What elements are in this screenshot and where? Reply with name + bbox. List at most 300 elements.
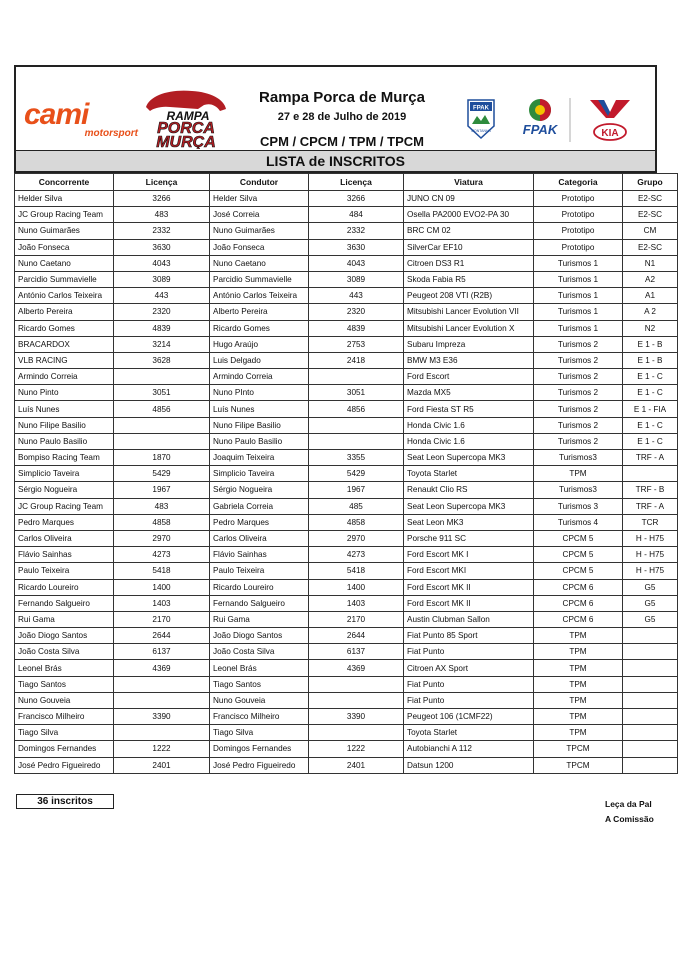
cell-viatura: Skoda Fabia R5 (404, 271, 534, 287)
table-row (15, 709, 678, 725)
cell-licenca-concorrente: 4273 (114, 547, 210, 563)
cell-concorrente: Nuno Filipe Basilio (15, 417, 114, 433)
cell-licenca-concorrente: 2332 (114, 223, 210, 239)
cell-licenca-condutor: 4043 (309, 255, 404, 271)
cell-licenca-concorrente: 3266 (114, 191, 210, 207)
cell-viatura: Mitsubishi Lancer Evolution VII (404, 304, 534, 320)
cell-licenca-concorrente (114, 725, 210, 741)
cell-concorrente: Paulo Teixeira (15, 563, 114, 579)
cell-viatura: Porsche 911 SC (404, 530, 534, 546)
cell-condutor: Joaquim Teixeira (210, 450, 309, 466)
table-row (15, 514, 678, 530)
cell-licenca-condutor: 485 (309, 498, 404, 514)
cell-categoria: TPM (534, 676, 623, 692)
cell-condutor: Pedro Marques (210, 514, 309, 530)
fpak-logo-label: FPAK (522, 122, 558, 137)
cell-viatura: Peugeot 106 (1CMF22) (404, 709, 534, 725)
cell-licenca-concorrente: 483 (114, 498, 210, 514)
cell-licenca-concorrente: 3089 (114, 271, 210, 287)
cell-grupo: E 1 - B (623, 336, 678, 352)
sponsor-logos (464, 96, 656, 144)
table-row (15, 530, 678, 546)
cell-licenca-condutor: 4273 (309, 547, 404, 563)
cell-concorrente: Simplicio Taveira (15, 466, 114, 482)
cell-concorrente: Nuno Caetano (15, 255, 114, 271)
cell-condutor: Gabriela Correia (210, 498, 309, 514)
cell-licenca-concorrente: 1403 (114, 595, 210, 611)
table-row (15, 611, 678, 627)
table-row (15, 369, 678, 385)
cell-concorrente: Nuno Pinto (15, 385, 114, 401)
cell-licenca-concorrente: 2170 (114, 611, 210, 627)
cell-viatura: Ford Escort MK II (404, 595, 534, 611)
event-titles (226, 89, 458, 150)
cell-licenca-condutor: 5418 (309, 563, 404, 579)
cell-viatura: SilverCar EF10 (404, 239, 534, 255)
cell-licenca-condutor: 484 (309, 207, 404, 223)
montanha-label: MONTANHA (471, 129, 491, 133)
column-header-categoria: Categoria (534, 174, 623, 191)
cell-grupo: E 1 - B (623, 352, 678, 368)
table-row (15, 644, 678, 660)
cell-licenca-condutor: 2170 (309, 611, 404, 627)
cell-grupo (623, 466, 678, 482)
cell-concorrente: Carlos Oliveira (15, 530, 114, 546)
cell-grupo: H - H75 (623, 530, 678, 546)
cell-licenca-concorrente: 3630 (114, 239, 210, 255)
cell-condutor: Parcidio Summavielle (210, 271, 309, 287)
cell-licenca-concorrente (114, 369, 210, 385)
cell-condutor: Flávio Sainhas (210, 547, 309, 563)
list-title-band: LISTA de INSCRITOS (14, 150, 657, 173)
cell-categoria: Turismos 4 (534, 514, 623, 530)
cell-concorrente: Nuno Paulo Basilio (15, 433, 114, 449)
table-row (15, 320, 678, 336)
fpak-shield-label: FPAK (473, 105, 489, 112)
cell-categoria: Turismos 1 (534, 304, 623, 320)
table-row (15, 385, 678, 401)
entry-list-table (14, 173, 678, 774)
table-row (15, 304, 678, 320)
cell-condutor: Tiago Silva (210, 725, 309, 741)
cell-viatura: Fiat Punto 85 Sport (404, 628, 534, 644)
table-row (15, 498, 678, 514)
cell-categoria: TPM (534, 644, 623, 660)
cell-viatura: Ford Fiesta ST R5 (404, 401, 534, 417)
cell-categoria: CPCM 6 (534, 595, 623, 611)
table-row (15, 692, 678, 708)
entries-count: 36 inscritos (16, 794, 114, 809)
cell-viatura: Ford Escort MK II (404, 579, 534, 595)
cell-licenca-concorrente (114, 676, 210, 692)
cell-licenca-condutor: 2320 (309, 304, 404, 320)
cell-condutor: Domingos Fernandes (210, 741, 309, 757)
cell-viatura: Toyota Starlet (404, 725, 534, 741)
cell-licenca-concorrente (114, 433, 210, 449)
cell-viatura: Ford Escort MKI (404, 563, 534, 579)
cell-viatura: Citroen DS3 R1 (404, 255, 534, 271)
cell-viatura: Mitsubishi Lancer Evolution X (404, 320, 534, 336)
rampa-logo-line-1: RAMPA (166, 109, 210, 123)
cell-concorrente: Bompiso Racing Team (15, 450, 114, 466)
cell-categoria: TPM (534, 660, 623, 676)
cell-viatura: Ford Escort (404, 369, 534, 385)
cell-licenca-concorrente: 2320 (114, 304, 210, 320)
cell-viatura: BMW M3 E36 (404, 352, 534, 368)
table-row (15, 288, 678, 304)
cell-grupo: A 2 (623, 304, 678, 320)
cell-licenca-concorrente: 1967 (114, 482, 210, 498)
rampa-logo-line-2: PORCA (157, 120, 215, 137)
cell-concorrente: JC Group Racing Team (15, 498, 114, 514)
cell-viatura: Renaukt Clio RS (404, 482, 534, 498)
kia-logo-label: KIA (601, 128, 619, 139)
cell-grupo: H - H75 (623, 547, 678, 563)
table-row (15, 482, 678, 498)
cell-concorrente: BRACARDOX (15, 336, 114, 352)
cell-licenca-concorrente: 5418 (114, 563, 210, 579)
column-header-grupo: Grupo (623, 174, 678, 191)
cell-condutor: Alberto Pereira (210, 304, 309, 320)
cell-condutor: João Costa Silva (210, 644, 309, 660)
kia-logo-icon (594, 124, 626, 140)
cell-licenca-concorrente: 2401 (114, 757, 210, 773)
table-row (15, 676, 678, 692)
table-header-row (15, 174, 678, 191)
cell-grupo: E 1 - C (623, 417, 678, 433)
cell-grupo: TRF - A (623, 498, 678, 514)
cell-categoria: CPCM 5 (534, 530, 623, 546)
cell-condutor: Nuno Gouveia (210, 692, 309, 708)
cell-licenca-condutor: 1403 (309, 595, 404, 611)
cell-concorrente: José Pedro Figueiredo (15, 757, 114, 773)
cell-condutor: Rui Gama (210, 611, 309, 627)
table-row (15, 352, 678, 368)
cell-categoria: Turismos 2 (534, 401, 623, 417)
cell-licenca-condutor (309, 725, 404, 741)
cell-concorrente: Rui Gama (15, 611, 114, 627)
table-row (15, 741, 678, 757)
cell-categoria: CPCM 6 (534, 579, 623, 595)
cell-concorrente: João Diogo Santos (15, 628, 114, 644)
cell-licenca-concorrente: 3214 (114, 336, 210, 352)
cell-licenca-concorrente: 1870 (114, 450, 210, 466)
cell-concorrente: Fernando Salgueiro (15, 595, 114, 611)
table-row (15, 207, 678, 223)
table-row (15, 757, 678, 773)
cell-licenca-concorrente: 4856 (114, 401, 210, 417)
cell-licenca-concorrente: 3051 (114, 385, 210, 401)
table-row (15, 417, 678, 433)
cell-licenca-condutor: 2644 (309, 628, 404, 644)
table-row (15, 725, 678, 741)
cell-viatura: Honda Civic 1.6 (404, 417, 534, 433)
cell-concorrente: Parcidio Summavielle (15, 271, 114, 287)
cell-grupo: G5 (623, 595, 678, 611)
cell-categoria: Turismos 2 (534, 369, 623, 385)
cell-licenca-concorrente: 4043 (114, 255, 210, 271)
cell-licenca-condutor: 3051 (309, 385, 404, 401)
cell-licenca-condutor: 2418 (309, 352, 404, 368)
table-row (15, 401, 678, 417)
fpak-montanha-shield-icon (468, 100, 494, 138)
cell-viatura: Fiat Punto (404, 692, 534, 708)
cell-grupo (623, 757, 678, 773)
cell-grupo: E2-SC (623, 191, 678, 207)
cell-licenca-condutor: 1222 (309, 741, 404, 757)
cell-condutor: Helder Silva (210, 191, 309, 207)
cell-condutor: Ricardo Gomes (210, 320, 309, 336)
column-header-concorrente: Concorrente (15, 174, 114, 191)
cell-grupo: E 1 - C (623, 433, 678, 449)
cell-concorrente: Ricardo Gomes (15, 320, 114, 336)
cell-licenca-concorrente (114, 692, 210, 708)
cell-condutor: Nuno Guimarães (210, 223, 309, 239)
footer-place: Leça da Pal (605, 799, 652, 809)
cell-concorrente: VLB RACING (15, 352, 114, 368)
cell-categoria: TPM (534, 709, 623, 725)
cell-viatura: Autobianchi A 112 (404, 741, 534, 757)
column-header-condutor: Condutor (210, 174, 309, 191)
rampa-logo-line-3: MURÇA (156, 134, 216, 149)
cell-condutor: Nuno PInto (210, 385, 309, 401)
cell-licenca-condutor: 1400 (309, 579, 404, 595)
cami-motorsport-logo (24, 98, 142, 139)
cell-licenca-condutor: 2401 (309, 757, 404, 773)
cell-licenca-concorrente: 6137 (114, 644, 210, 660)
cell-licenca-concorrente: 2644 (114, 628, 210, 644)
table-row (15, 579, 678, 595)
document-sheet (14, 65, 667, 774)
cell-categoria: Turismos 2 (534, 385, 623, 401)
cell-condutor: Simplicio Taveira (210, 466, 309, 482)
cell-licenca-concorrente (114, 417, 210, 433)
table-body (15, 191, 678, 774)
cell-licenca-concorrente: 2970 (114, 530, 210, 546)
table-row (15, 466, 678, 482)
cell-categoria: Turismos3 (534, 482, 623, 498)
cell-categoria: TPM (534, 692, 623, 708)
cell-grupo: E2-SC (623, 239, 678, 255)
column-header-licenca-concorrente: Licença (114, 174, 210, 191)
cell-categoria: Prototipo (534, 207, 623, 223)
cell-grupo: N2 (623, 320, 678, 336)
cell-licenca-condutor: 443 (309, 288, 404, 304)
cell-categoria: TPCM (534, 741, 623, 757)
footer-signature: A Comissão (605, 814, 654, 824)
cell-concorrente: Armindo Correia (15, 369, 114, 385)
cell-licenca-condutor: 2970 (309, 530, 404, 546)
table-row (15, 223, 678, 239)
cami-logo-sub: motorsport (84, 128, 138, 139)
cell-categoria: Turismos 1 (534, 271, 623, 287)
table-row (15, 660, 678, 676)
table-row (15, 336, 678, 352)
cell-concorrente: Pedro Marques (15, 514, 114, 530)
cell-condutor: Luís Nunes (210, 401, 309, 417)
cell-concorrente: Sérgio Nogueira (15, 482, 114, 498)
event-title: Rampa Porca de Murça (259, 89, 425, 106)
cell-viatura: Seat Leon Supercopa MK3 (404, 498, 534, 514)
table-row (15, 271, 678, 287)
cell-licenca-condutor: 4369 (309, 660, 404, 676)
cell-licenca-condutor: 4858 (309, 514, 404, 530)
table-row (15, 450, 678, 466)
fpak-federation-logo-icon (523, 99, 559, 137)
cell-concorrente: João Costa Silva (15, 644, 114, 660)
cell-concorrente: Flávio Sainhas (15, 547, 114, 563)
cell-licenca-condutor (309, 369, 404, 385)
cell-condutor: António Carlos Teixeira (210, 288, 309, 304)
cell-viatura: Austin Clubman Sallon (404, 611, 534, 627)
cell-concorrente: Nuno Gouveia (15, 692, 114, 708)
cell-condutor: Fernando Salgueiro (210, 595, 309, 611)
cell-licenca-condutor: 3266 (309, 191, 404, 207)
cell-licenca-concorrente: 5429 (114, 466, 210, 482)
cell-licenca-condutor: 4839 (309, 320, 404, 336)
cell-licenca-concorrente: 1400 (114, 579, 210, 595)
cell-concorrente: Domingos Fernandes (15, 741, 114, 757)
event-championships: CPM / CPCM / TPM / TPCM (260, 134, 424, 149)
table-row (15, 255, 678, 271)
cell-concorrente: Nuno Guimarães (15, 223, 114, 239)
cell-condutor: Leonel Brás (210, 660, 309, 676)
cell-concorrente: Alberto Pereira (15, 304, 114, 320)
cell-categoria: Turismos 2 (534, 336, 623, 352)
cell-categoria: Turismos 2 (534, 417, 623, 433)
cell-categoria: Turismos3 (534, 450, 623, 466)
table-row (15, 547, 678, 563)
cell-categoria: Prototipo (534, 191, 623, 207)
cell-condutor: Francisco Milheiro (210, 709, 309, 725)
cell-grupo (623, 709, 678, 725)
cell-concorrente: João Fonseca (15, 239, 114, 255)
cell-viatura: Fiat Punto (404, 676, 534, 692)
event-dates: 27 e 28 de Julho de 2019 (277, 111, 407, 123)
cell-categoria: TPCM (534, 757, 623, 773)
cell-grupo: TCR (623, 514, 678, 530)
cell-condutor: Ricardo Loureiro (210, 579, 309, 595)
column-header-viatura: Viatura (404, 174, 534, 191)
cell-licenca-concorrente: 443 (114, 288, 210, 304)
cell-viatura: Subaru Impreza (404, 336, 534, 352)
cell-condutor: José Correia (210, 207, 309, 223)
cell-grupo (623, 725, 678, 741)
cell-concorrente: JC Group Racing Team (15, 207, 114, 223)
cell-licenca-condutor (309, 692, 404, 708)
cell-viatura: Mazda MX5 (404, 385, 534, 401)
cell-condutor: Hugo Araújo (210, 336, 309, 352)
cell-categoria: Prototipo (534, 223, 623, 239)
cell-grupo: G5 (623, 579, 678, 595)
cell-categoria: CPCM 6 (534, 611, 623, 627)
cell-categoria: CPCM 5 (534, 547, 623, 563)
cell-licenca-concorrente: 1222 (114, 741, 210, 757)
cell-condutor: Nuno Filipe Basilio (210, 417, 309, 433)
cell-licenca-condutor (309, 676, 404, 692)
cell-condutor: Tiago Santos (210, 676, 309, 692)
cell-grupo: E 1 - C (623, 369, 678, 385)
cell-categoria: TPM (534, 466, 623, 482)
cell-licenca-condutor: 3089 (309, 271, 404, 287)
cell-licenca-concorrente: 3628 (114, 352, 210, 368)
cell-condutor: Carlos Oliveira (210, 530, 309, 546)
cell-viatura: Seat Leon Supercopa MK3 (404, 450, 534, 466)
cell-categoria: Turismos 1 (534, 255, 623, 271)
cell-concorrente: Tiago Santos (15, 676, 114, 692)
cell-viatura: JUNO CN 09 (404, 191, 534, 207)
cell-grupo: E2-SC (623, 207, 678, 223)
cell-licenca-concorrente: 4839 (114, 320, 210, 336)
cell-viatura: Toyota Starlet (404, 466, 534, 482)
cell-grupo (623, 741, 678, 757)
cell-categoria: Turismos 3 (534, 498, 623, 514)
cell-licenca-condutor: 5429 (309, 466, 404, 482)
cell-licenca-concorrente: 483 (114, 207, 210, 223)
cell-condutor: João Fonseca (210, 239, 309, 255)
cell-viatura: Ford Escort MK I (404, 547, 534, 563)
cell-viatura: Citroen AX Sport (404, 660, 534, 676)
cell-grupo: TRF - A (623, 450, 678, 466)
cell-grupo (623, 628, 678, 644)
cell-viatura: Peugeot 208 VTI (R2B) (404, 288, 534, 304)
cell-licenca-condutor (309, 433, 404, 449)
column-header-licenca-condutor: Licença (309, 174, 404, 191)
cell-grupo: E 1 - FIA (623, 401, 678, 417)
cell-licenca-condutor: 3630 (309, 239, 404, 255)
table-row (15, 563, 678, 579)
cell-concorrente: Tiago Silva (15, 725, 114, 741)
document-header (14, 65, 657, 150)
cell-concorrente: Francisco Milheiro (15, 709, 114, 725)
footer-signature-block (605, 797, 679, 827)
cell-categoria: Prototipo (534, 239, 623, 255)
valvoline-logo-icon (590, 100, 630, 118)
cell-grupo (623, 692, 678, 708)
cell-categoria: Turismos 2 (534, 433, 623, 449)
cell-grupo: A2 (623, 271, 678, 287)
cell-grupo: H - H75 (623, 563, 678, 579)
cami-logo-word: cami (24, 98, 89, 131)
cell-grupo (623, 676, 678, 692)
cell-grupo: N1 (623, 255, 678, 271)
cell-concorrente: Leonel Brás (15, 660, 114, 676)
cell-condutor: Armindo Correia (210, 369, 309, 385)
cell-grupo: A1 (623, 288, 678, 304)
cell-grupo: TRF - B (623, 482, 678, 498)
cell-condutor: João Diogo Santos (210, 628, 309, 644)
cell-licenca-condutor: 2332 (309, 223, 404, 239)
cell-licenca-condutor: 6137 (309, 644, 404, 660)
cell-licenca-condutor (309, 417, 404, 433)
cell-condutor: José Pedro Figueiredo (210, 757, 309, 773)
table-row (15, 191, 678, 207)
table-row (15, 239, 678, 255)
cell-categoria: TPM (534, 725, 623, 741)
cell-concorrente: António Carlos Teixeira (15, 288, 114, 304)
cell-licenca-concorrente: 3390 (114, 709, 210, 725)
table-row (15, 628, 678, 644)
table-row (15, 433, 678, 449)
cell-viatura: BRC CM 02 (404, 223, 534, 239)
cell-grupo (623, 660, 678, 676)
cell-licenca-concorrente: 4858 (114, 514, 210, 530)
rampa-porca-murca-logo (140, 87, 232, 149)
cell-condutor: Nuno Paulo Basilio (210, 433, 309, 449)
cell-concorrente: Ricardo Loureiro (15, 579, 114, 595)
cell-licenca-condutor: 1967 (309, 482, 404, 498)
cell-viatura: Fiat Punto (404, 644, 534, 660)
